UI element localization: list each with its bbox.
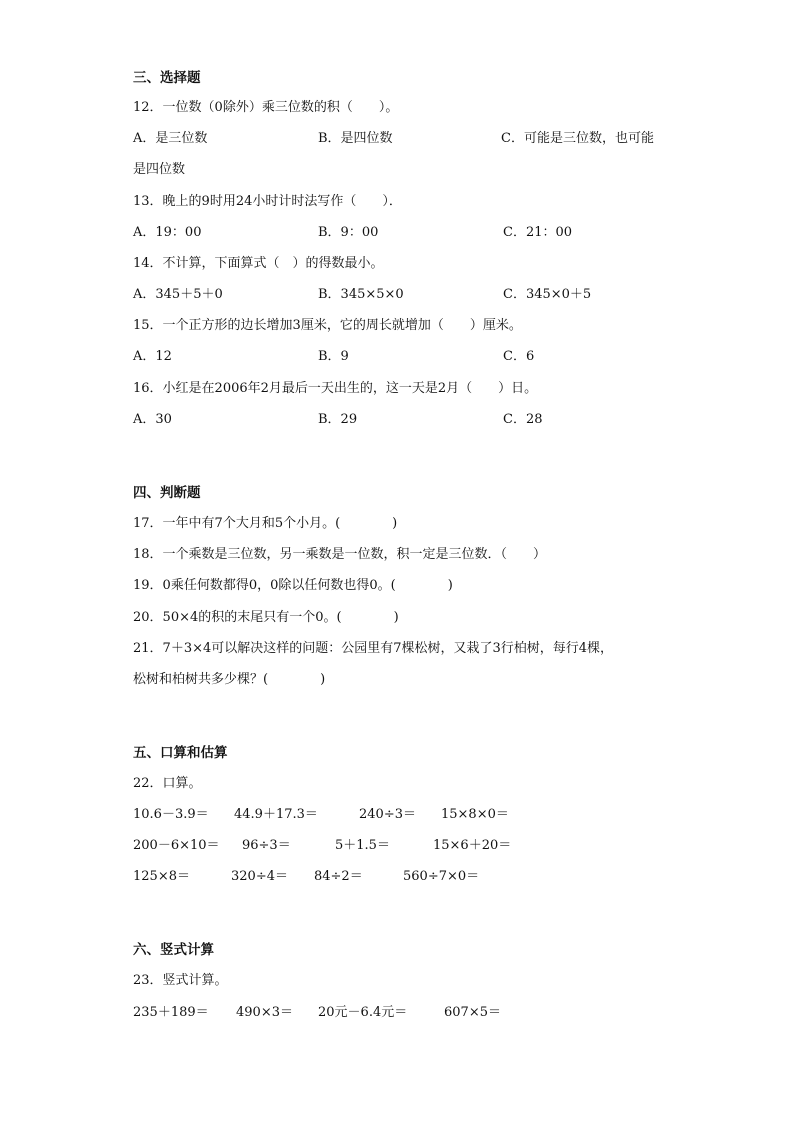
q13-option-c: C．21：00 <box>503 225 573 240</box>
calc-item: 490×3＝ <box>236 1005 293 1020</box>
question-19: 19．0乘任何数都得0，0除以任何数也得0。( ) <box>133 578 453 593</box>
calc-item: 607×5＝ <box>444 1005 501 1020</box>
question-14: 14．不计算，下面算式（ ）的得数最小。 <box>133 256 384 271</box>
question-13: 13．晚上的9时用24小时计时法写作（ ）． <box>133 194 402 209</box>
q12-option-c: C．可能是三位数，也可能 <box>501 131 654 146</box>
q12-option-a: A．是三位数 <box>133 131 208 146</box>
q13-option-b: B．9：00 <box>318 225 379 240</box>
q16-option-a: A．30 <box>133 412 172 427</box>
q12-option-c-continued: 是四位数 <box>133 162 186 177</box>
q13-option-a: A．19：00 <box>133 225 202 240</box>
calc-item: 15×6＋20＝ <box>433 838 512 853</box>
calc-item: 125×8＝ <box>133 869 190 884</box>
section-title-judgement: 四、判断题 <box>133 485 201 501</box>
section-title-vertical-calc: 六、竖式计算 <box>133 942 214 958</box>
calc-item: 235＋189＝ <box>133 1005 209 1020</box>
q14-option-c: C．345×0＋5 <box>503 287 592 302</box>
question-16: 16．小红是在2006年2月最后一天出生的，这一天是2月（ ）日。 <box>133 381 538 396</box>
section-title-choice: 三、选择题 <box>133 70 201 86</box>
question-23: 23．竖式计算。 <box>133 973 228 988</box>
calc-item: 240÷3＝ <box>359 807 416 822</box>
question-15: 15．一个正方形的边长增加3厘米，它的周长就增加（ ）厘米。 <box>133 318 522 333</box>
question-21: 21．7＋3×4可以解决这样的问题：公园里有7棵松树，又栽了3行柏树，每行4棵， <box>133 641 614 656</box>
question-18: 18．一个乘数是三位数，另一乘数是一位数，积一定是三位数．（ ） <box>133 547 547 562</box>
calc-item: 5＋1.5＝ <box>335 838 390 853</box>
q15-option-c: C．6 <box>503 349 535 364</box>
calc-item: 560÷7×0＝ <box>403 869 480 884</box>
q16-option-c: C．28 <box>503 412 543 427</box>
calc-item: 200－6×10＝ <box>133 838 220 853</box>
calc-item: 44.9＋17.3＝ <box>234 807 318 822</box>
calc-item: 20元－6.4元＝ <box>318 1005 408 1020</box>
calc-item: 84÷2＝ <box>314 869 363 884</box>
question-12: 12．一位数（0除外）乘三位数的积（ ）。 <box>133 100 399 115</box>
question-21-continued: 松树和柏树共多少棵？( ) <box>133 672 326 687</box>
q12-option-b: B．是四位数 <box>318 131 393 146</box>
q14-option-b: B．345×5×0 <box>318 287 404 302</box>
calc-item: 15×8×0＝ <box>441 807 509 822</box>
calc-item: 96÷3＝ <box>242 838 291 853</box>
question-17: 17．一年中有7个大月和5个小月。( ) <box>133 516 398 531</box>
section-title-mental-math: 五、口算和估算 <box>133 745 228 761</box>
question-20: 20．50×4的积的末尾只有一个0。( ) <box>133 610 399 625</box>
calc-item: 320÷4＝ <box>231 869 288 884</box>
q14-option-a: A．345＋5＋0 <box>133 287 223 302</box>
q16-option-b: B．29 <box>318 412 358 427</box>
calc-item: 10.6－3.9＝ <box>133 807 209 822</box>
q15-option-a: A．12 <box>133 349 172 364</box>
q15-option-b: B．9 <box>318 349 349 364</box>
question-22: 22．口算。 <box>133 776 202 791</box>
